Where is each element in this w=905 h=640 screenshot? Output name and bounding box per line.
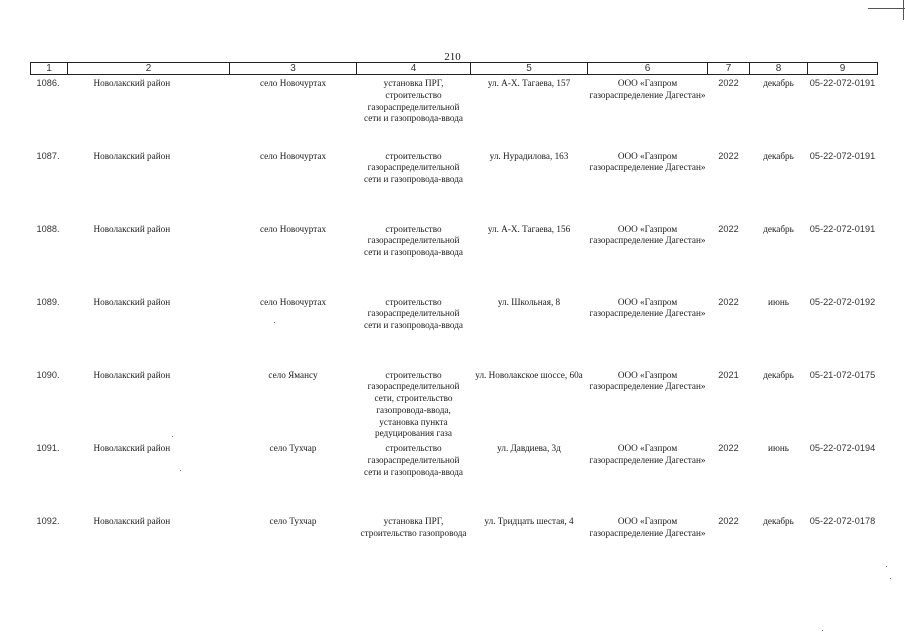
table-row	[31, 367, 878, 441]
month-cell: июнь	[768, 443, 789, 454]
month-cell: декабрь	[763, 516, 794, 527]
district-cell: Новолакский район	[93, 296, 171, 307]
column-header: 3	[230, 63, 357, 75]
code-cell: 05-22-072-0191	[809, 150, 876, 161]
row-number: 1091.	[36, 443, 60, 454]
address-cell: ул. Давдиева, 3д	[497, 443, 561, 454]
code-cell: 05-22-072-0192	[809, 296, 876, 307]
scan-speck	[822, 630, 823, 631]
settlement-cell: село Тухчар	[269, 443, 317, 454]
row-number: 1087.	[36, 150, 60, 161]
column-header: 8	[750, 63, 808, 75]
work-description-cell: установка ПРГ, строительство газораспределительной сети и газопровода-ввода	[364, 78, 463, 124]
work-description-cell: строительство газораспределительной сети и газопровода-ввода	[364, 443, 463, 477]
settlement-cell: село Ямансу	[268, 369, 318, 380]
settlement-cell: село Тухчар	[269, 516, 317, 527]
month-cell: декабрь	[763, 150, 794, 161]
organization-cell: ООО «Газпром газораспределение Дагестан»	[589, 150, 706, 173]
table-row	[31, 440, 878, 513]
settlement-cell: село Новочуртах	[259, 78, 327, 88]
row-number: 1092.	[36, 516, 60, 527]
organization-cell: ООО «Газпром газораспределение Дагестан»	[589, 443, 706, 466]
table-row	[31, 294, 878, 367]
district-cell: Новолакский район	[93, 443, 171, 454]
code-cell: 05-22-072-0191	[809, 78, 876, 88]
scan-speck	[890, 578, 891, 579]
address-cell: ул. Нурадилова, 163	[489, 150, 569, 161]
work-description-cell: строительство газораспределительной сети, строительство газопровода-ввода, установка пункта редуцирования газа	[367, 369, 460, 439]
row-number: 1090.	[36, 369, 60, 380]
data-table	[30, 62, 878, 586]
address-cell: ул. А-Х. Тагаева, 157	[487, 78, 571, 88]
year-cell: 2022	[718, 223, 739, 234]
column-header: 5	[471, 63, 588, 75]
address-cell: ул. Тридцать шестая, 4	[484, 516, 574, 527]
column-header: 2	[68, 63, 230, 75]
table-row	[31, 75, 878, 148]
address-cell: ул. А-Х. Тагаева, 156	[487, 223, 571, 234]
address-cell: ул. Новолакское шоссе, 60а	[475, 369, 583, 380]
district-cell: Новолакский район	[93, 78, 171, 88]
year-cell: 2022	[718, 78, 739, 88]
district-cell: Новолакский район	[93, 369, 171, 380]
corner-mark	[903, 0, 904, 20]
table-row	[31, 148, 878, 221]
scan-speck	[180, 470, 181, 471]
column-header: 1	[31, 63, 68, 75]
corner-mark	[868, 8, 905, 9]
code-cell: 05-22-072-0178	[809, 516, 876, 527]
month-cell: июнь	[768, 296, 789, 307]
scan-speck	[172, 436, 173, 437]
work-description-cell: установка ПРГ, строительство газопровода	[360, 516, 467, 539]
row-number: 1088.	[36, 223, 60, 234]
row-number: 1089.	[36, 296, 60, 307]
organization-cell: ООО «Газпром газораспределение Дагестан»	[589, 223, 706, 246]
district-cell: Новолакский район	[93, 223, 171, 234]
month-cell: декабрь	[763, 369, 794, 380]
code-cell: 05-21-072-0175	[809, 369, 876, 380]
column-header: 6	[588, 63, 708, 75]
settlement-cell: село Новочуртах	[259, 296, 327, 307]
column-header: 9	[808, 63, 878, 75]
organization-cell: ООО «Газпром газораспределение Дагестан»	[589, 516, 706, 539]
scan-speck	[274, 322, 275, 323]
code-cell: 05-22-072-0191	[809, 223, 876, 234]
organization-cell: ООО «Газпром газораспределение Дагестан»	[589, 296, 706, 319]
year-cell: 2021	[718, 369, 739, 380]
year-cell: 2022	[718, 516, 739, 527]
settlement-cell: село Новочуртах	[259, 150, 327, 161]
year-cell: 2022	[718, 443, 739, 454]
work-description-cell: строительство газораспределительной сети и газопровода-ввода	[364, 150, 463, 185]
organization-cell: ООО «Газпром газораспределение Дагестан»	[589, 369, 706, 392]
table-row	[31, 221, 878, 294]
organization-cell: ООО «Газпром газораспределение Дагестан»	[589, 78, 706, 100]
code-cell: 05-22-072-0194	[809, 443, 876, 454]
month-cell: декабрь	[763, 223, 794, 234]
address-cell: ул. Школьная, 8	[497, 296, 561, 307]
column-header: 7	[708, 63, 750, 75]
column-header: 4	[357, 63, 471, 75]
year-cell: 2022	[718, 296, 739, 307]
year-cell: 2022	[718, 150, 739, 161]
page-number: 210	[444, 51, 461, 63]
work-description-cell: строительство газораспределительной сети и газопровода-ввода	[364, 223, 463, 258]
district-cell: Новолакский район	[93, 150, 171, 161]
work-description-cell: строительство газораспределительной сети и газопровода-ввода	[364, 296, 463, 331]
table-row	[31, 513, 878, 586]
scan-speck	[886, 566, 887, 567]
row-number: 1086.	[36, 78, 60, 88]
district-cell: Новолакский район	[93, 516, 171, 527]
column-number-header-row	[31, 63, 878, 75]
settlement-cell: село Новочуртах	[259, 223, 327, 234]
month-cell: декабрь	[763, 78, 794, 88]
